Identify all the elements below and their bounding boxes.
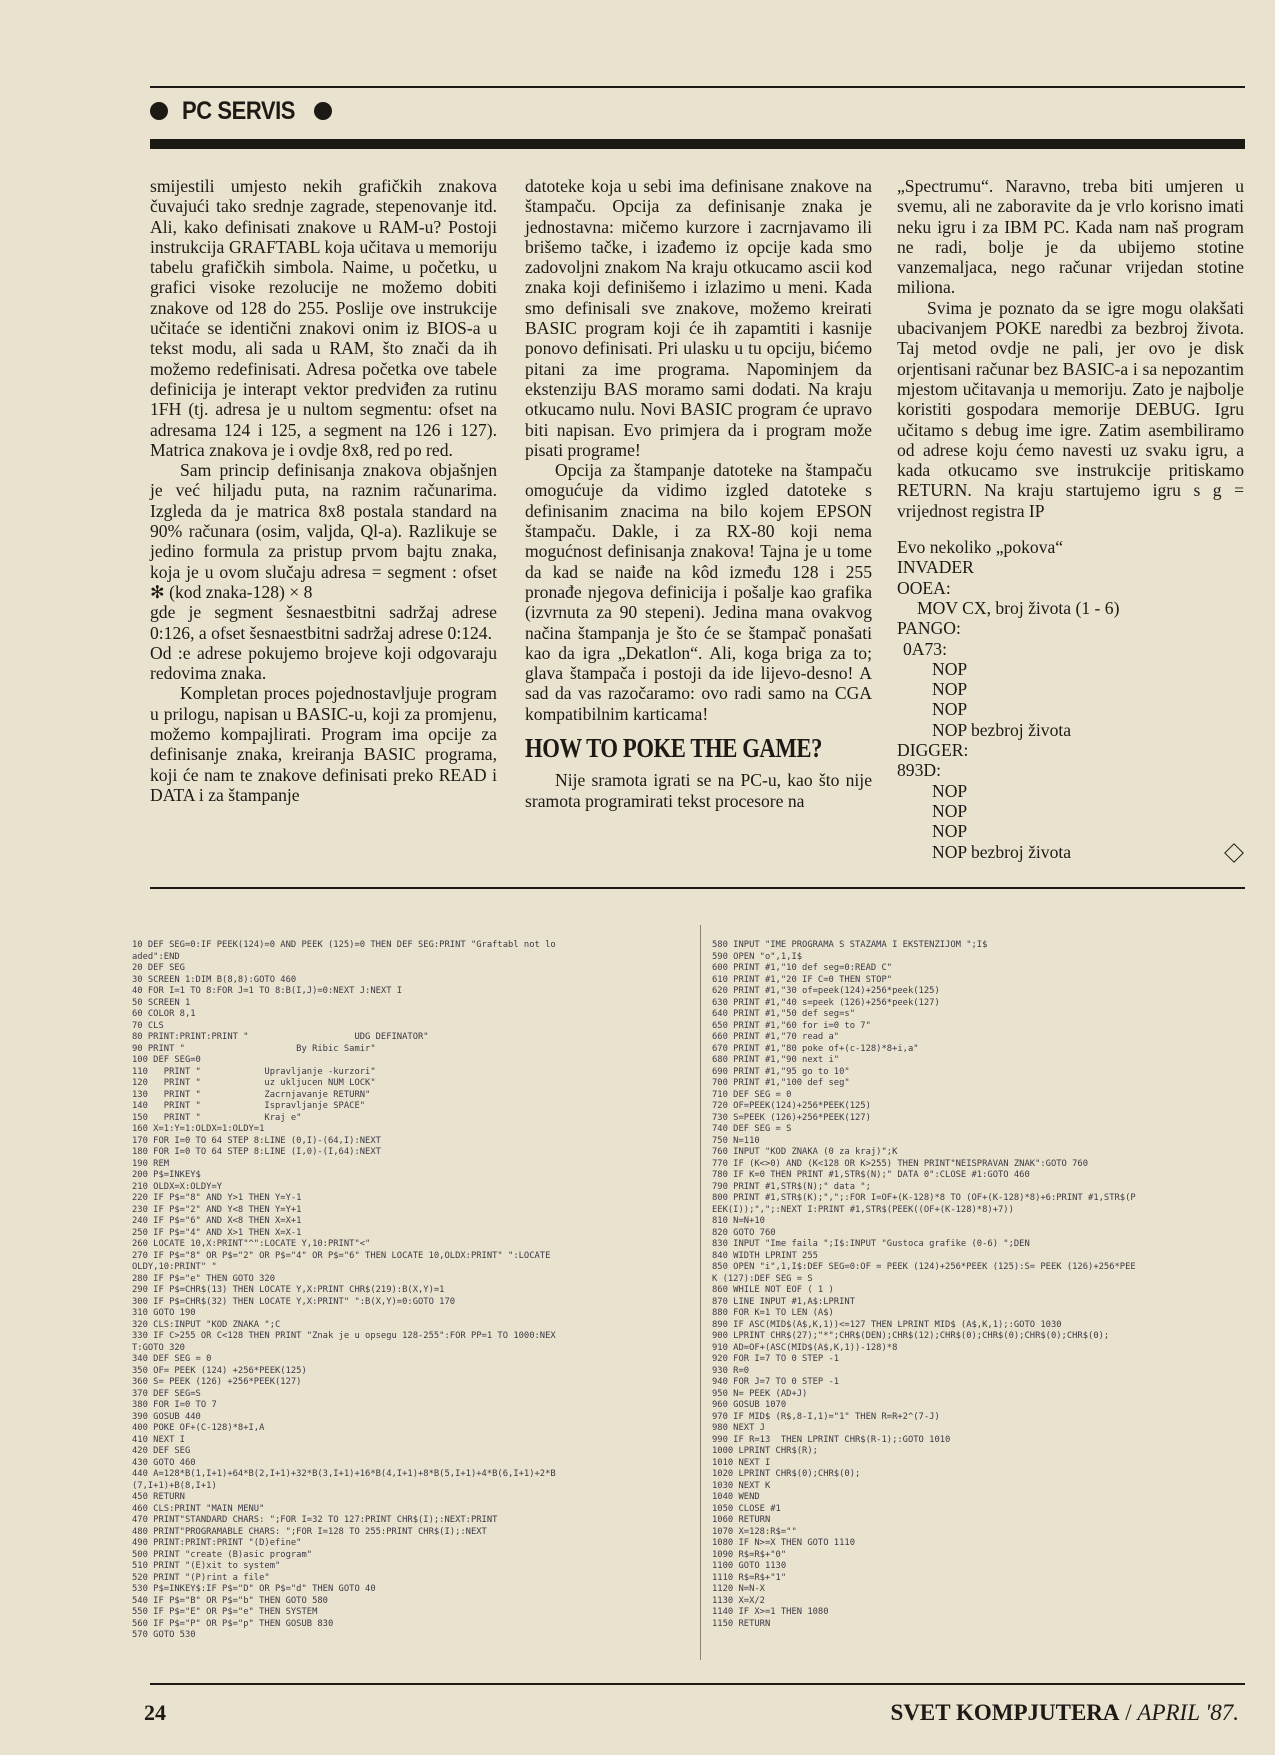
paragraph: Nije sramota igrati se na PC-u, kao što nije sramota programirati tekst procesore na bbox=[525, 770, 872, 811]
poke-address: 0A73: bbox=[903, 638, 947, 659]
paragraph: Opcija za štampanje datoteke na štampaču omogućuje da vidimo izgled datoteke s definisanim znacima na bilo kojem EPSON štampaču. Dakle, i za RX-80 koji nema mogućnost definisanja znakova! Tajna je u tome da kad se naiđe na kôd između 128 i 255 pronađe njegova definicija i pošalje kao grafika (izvrnuta za 90 stepeni). Jedina mana ovakvog načina štampanja je što će se štampač ponašati kao da igra „Dekatlon“. Ali, koga briga za to; glava štampača i postoji da ide lijevo-desno! A sad da vas razočaramo: ovo radi samo na CGA kompatibilnim karticama! bbox=[525, 460, 872, 724]
poke-instruction: NOP bbox=[932, 800, 968, 821]
poke-address: OOEA: bbox=[897, 577, 951, 598]
bullet-dot-icon bbox=[150, 102, 168, 120]
poke-instruction: NOP bbox=[932, 658, 968, 679]
poke-instruction: NOP bbox=[932, 821, 968, 842]
listing-divider bbox=[700, 925, 701, 1660]
poke-instruction: NOP bbox=[932, 699, 968, 720]
paragraph: „Spectrumu“. Naravno, treba biti umjeren u svemu, ali ne zaboravite da je vrlo korisno imati neku igru i za IBM PC. Kada nam naš program ne radi, bolje je da ubijemo stotine vanzemaljaca, nego računar vrijedan stotine miliona. bbox=[897, 176, 1244, 298]
magazine-name: SVET KOMPJUTERA bbox=[890, 1700, 1120, 1725]
section-title: PC SERVIS bbox=[182, 96, 296, 125]
basic-listing-left: 10 DEF SEG=0:IF PEEK(124)=0 AND PEEK (125)=0 THEN DEF SEG:PRINT "Graftabl not lo aded":END 20 DEF SEG 30 SCREEN 1:DIM B(8,8):GOTO 460 40 FOR I=1 TO 8:FOR J=1 TO 8:B(I,J)=0:NEXT J:NEXT I 50 SCREEN 1 60 COLOR 8,1 70 CLS 80 PRINT:PRINT:PRINT " UDG DEFINATOR" 90 PRINT " By Ribic Samir" 100 DEF SEG=0 110 PRINT " Upravljanje -kurzori" 120 PRINT " uz ukljucen NUM LOCK" 130 PRINT " Zacrnjavanje RETURN" 140 PRINT " Ispravljanje SPACE" 150 PRINT " Kraj e" 160 X=1:Y=1:OLDX=1:OLDY=1 170 FOR I=0 TO 64 STEP 8:LINE (0,I)-(64,I):NEXT 180 FOR I=0 TO 64 STEP 8:LINE (I,0)-(I,64):NEXT 190 REM 200 P$=INKEY$ 210 OLDX=X:OLDY=Y 220 IF P$="8" AND Y>1 THEN Y=Y-1 230 IF P$="2" AND Y<8 THEN Y=Y+1 240 IF P$="6" AND X<8 THEN X=X+1 250 IF P$="4" AND X>1 THEN X=X-1 260 LOCATE 10,X:PRINT"^":LOCATE Y,10:PRINT"<" 270 IF P$="8" OR P$="2" OR P$="4" OR P$="6" THEN LOCATE 10,OLDX:PRINT" ":LOCATE OLDY,10:PRINT" " 280 IF P$="e" THEN GOTO 320 290 IF P$=CHR$(13) THEN LOCATE Y,X:PRINT CHR$(219):B(X,Y)=1 300 IF P$=CHR$(32) THEN LOCATE Y,X:PRINT" ":B(X,Y)=0:GOTO 170 310 GOTO 190 320 CLS:INPUT "KOD ZNAKA ";C 330 IF C>255 OR C<128 THEN PRINT "Znak je u opsegu 128-255":FOR PP=1 TO 1000:NEX T:GOTO 320 340 DEF SEG = 0 350 OF= PEEK (124) +256*PEEK(125) 360 S= PEEK (126) +256*PEEK(127) 370 DEF SEG=S 380 FOR I=0 TO 7 390 GOSUB 440 400 POKE OF+(C-128)*8+I,A 410 NEXT I 420 DEF SEG 430 GOTO 460 440 A=128*B(1,I+1)+64*B(2,I+1)+32*B(3,I+1)+16*B(4,I+1)+8*B(5,I+1)+4*B(6,I+1)+2*B (7,I+1)+B(8,I+1) 450 RETURN 460 CLS:PRINT "MAIN MENU" 470 PRINT"STANDARD CHARS: ";FOR I=32 TO 127:PRINT CHR$(I);:NEXT:PRINT 480 PRINT"PROGRAMABLE CHARS: ";FOR I=128 TO 255:PRINT CHR$(I);:NEXT 490 PRINT:PRINT:PRINT "(D)efine" 500 PRINT "create (B)asic program" 510 PRINT "(E)xit to system" 520 PRINT "(P)rint a file" 530 P$=INKEY$:IF P$="D" OR P$="d" THEN GOTO 40 540 IF P$="B" OR P$="b" THEN GOTO 580 550 IF P$="E" OR P$="e" THEN SYSTEM 560 IF P$="P" OR P$="p" THEN GOSUB 830 570 GOTO 530 bbox=[132, 940, 556, 1640]
header-bar bbox=[150, 139, 1245, 149]
article-column-1 bbox=[150, 176, 497, 805]
paragraph: gde je segment šesnaestbitni sadržaj adrese 0:126, a ofset šesnaestbitni sadržaj adrese 0:124. bbox=[150, 602, 497, 643]
footer-credit bbox=[891, 1700, 1239, 1726]
footer-rule bbox=[150, 1683, 1245, 1685]
game-name: PANGO: bbox=[897, 618, 961, 639]
basic-listing-right: 580 INPUT "IME PROGRAMA S STAZAMA I EKSTENZIJOM ";I$ 590 OPEN "o",1,I$ 600 PRINT #1,"10 def seg=0:READ C" 610 PRINT #1,"20 IF C=0 THEN STOP" 620 PRINT #1,"30 of=peek(124)+256*peek(125) 630 PRINT #1,"40 s=peek (126)+256*peek(127) 640 PRINT #1,"50 def seg=s" 650 PRINT #1,"60 for i=0 to 7" 660 PRINT #1,"70 read a" 670 PRINT #1,"80 poke of+(c-128)*8+i,a" 680 PRINT #1,"90 next i" 690 PRINT #1,"95 go to 10" 700 PRINT #1,"100 def seg" 710 DEF SEG = 0 720 OF=PEEK(124)+256*PEEK(125) 730 S=PEEK (126)+256*PEEK(127) 740 DEF SEG = S 750 N=110 760 INPUT "KOD ZNAKA (0 za kraj)";K 770 IF (K<>0) AND (K<128 OR K>255) THEN PRINT"NEISPRAVAN ZNAK":GOTO 760 780 IF K=0 THEN PRINT #1,STR$(N);" DATA 0":CLOSE #1:GOTO 460 790 PRINT #1,STR$(N);" data "; 800 PRINT #1,STR$(K);",";:FOR I=OF+(K-128)*8 TO (OF+(K-128)*8)+6:PRINT #1,STR$(P EEK(I));",";:NEXT I:PRINT #1,STR$(PEEK((OF+(K-128)*8)+7)) 810 N=N+10 820 GOTO 760 830 INPUT "Ime faila ";I$:INPUT "Gustoca grafike (0-6) ";DEN 840 WIDTH LPRINT 255 850 OPEN "i",1,I$:DEF SEG=0:OF = PEEK (124)+256*PEEK (125):S= PEEK (126)+256*PEE K (127):DEF SEG = S 860 WHILE NOT EOF ( 1 ) 870 LINE INPUT #1,A$:LPRINT 880 FOR K=1 TO LEN (A$) 890 IF ASC(MID$(A$,K,1))<=127 THEN LPRINT MID$ (A$,K,1);:GOTO 1030 900 LPRINT CHR$(27);"*";CHR$(DEN);CHR$(12);CHR$(0);CHR$(0);CHR$(0);CHR$(0); 910 AD=OF+(ASC(MID$(A$,K,1))-128)*8 920 FOR I=7 TO 0 STEP -1 930 R=0 940 FOR J=7 TO 0 STEP -1 950 N= PEEK (AD+J) 960 GOSUB 1070 970 IF MID$ (R$,8-I,1)="1" THEN R=R+2^(7-J) 980 NEXT J 990 IF R=13 THEN LPRINT CHR$(R-1);:GOTO 1010 1000 LPRINT CHR$(R); 1010 NEXT I 1020 LPRINT CHR$(0);CHR$(0); 1030 NEXT K 1040 WEND 1050 CLOSE #1 1060 RETURN 1070 X=128:R$="" 1080 IF N>=X THEN GOTO 1110 1090 R$=R$+"0" 1100 GOTO 1130 1110 R$=R$+"1" 1120 N=N-X 1130 X=X/2 1140 IF X>=1 THEN 1080 1150 RETURN bbox=[712, 940, 1136, 1629]
poke-intro: Evo nekoliko „pokova“ bbox=[897, 537, 1064, 558]
section-header bbox=[150, 93, 332, 129]
poke-list bbox=[897, 537, 1244, 862]
section-heading: HOW TO POKE THE GAME? bbox=[525, 733, 823, 764]
bullet-dot-icon bbox=[314, 102, 332, 120]
issue-date: APRIL '87. bbox=[1137, 1700, 1239, 1725]
paragraph: datoteke koja u sebi ima definisane znakove na štampaču. Opcija za definisanje znaka je jednostavna: mičemo kurzore i zacrnjavamo ili brišemo tačke, i izađemo iz opcije kada smo zadovoljni znakom Na kraju otkucamo ascii kod znaka koji definišemo i izlazimo u meni. Kada smo definisali sve znakove, možemo kreirati BASIC program koji će ih zapamtiti i kasnije ponovo definisati. Pri ulasku u tu opciju, bićemo pitani za ime programa. Napominjem da ekstenziju BAS moramo sami dodati. Na kraju otkucamo nulu. Novi BASIC program će upravo biti napisan. Evo primjera da i program može pisati programe! bbox=[525, 176, 872, 460]
listing-rule bbox=[150, 887, 1245, 889]
top-rule bbox=[150, 86, 1245, 88]
page-number: 24 bbox=[144, 1700, 166, 1725]
poke-instruction: NOP bbox=[932, 780, 968, 801]
paragraph: smijestili umjesto nekih grafičkih znakova čuvajući tako srednje zagrade, stepenovanje itd. Ali, kako definisati znakove u RAM-u? Postoji instrukcija GRAFTABL koja učitava u memoriju tabelu grafičkih simbola. Naime, u početku, u grafici visoke rezolucije ne možemo dobiti znakove od 128 do 255. Poslije ove instrukcije učitaće se identični znakovi onim iz BIOS-a u tekst modu, ali sada u RAM, što znači da ih možemo redefinisati. Adresa početka ove tabele definicija je interapt vektor predviđen za rutinu 1FH (tj. adresa je u nultom segmentu: ofset na adresama 124 i 125, a segment na 126 i 127). Matrica znakova je i ovdje 8x8, red po red. bbox=[150, 176, 497, 460]
paragraph: Kompletan proces pojednostavljuje program u prilogu, napisan u BASIC-u, koji za promjenu, možemo kompajlirati. Program ima opcije za definisanje znaka, kreiranja BASIC programa, koji će nam te znakove definisati preko READ i DATA i za štampanje bbox=[150, 683, 497, 805]
paragraph: Sam princip definisanja znakova objašnjen je već hiljadu puta, na raznim računarima. Izgleda da je matrica 8x8 postala standard na 90% računara (osim, valjda, Ql-a). Razlikuje se jedino formula za pristup prvom bajtu znaka, koja je u ovom slučaju adresa = segment : ofset ✻ (kod znaka-128) × 8 bbox=[150, 460, 497, 602]
poke-address: 893D: bbox=[897, 760, 941, 781]
article-column-3 bbox=[897, 176, 1244, 862]
poke-instruction: NOP bbox=[932, 679, 968, 700]
poke-instruction: NOP bezbroj života bbox=[932, 719, 1072, 740]
game-name: DIGGER: bbox=[897, 740, 969, 761]
paragraph: Od :e adrese pokujemo brojeve koji odgovaraju redovima znaka. bbox=[150, 642, 497, 684]
footer-separator: / bbox=[1119, 1700, 1138, 1725]
article-column-2 bbox=[525, 176, 872, 811]
paragraph: Svima je poznato da se igre mogu olakšati ubacivanjem POKE naredbi za bezbroj života. Taj metod ovdje ne pali, jer ovo je disk orjentisani računar bez BASIC-a i sa nepozantim mjestom učitavanja u memoriju. Zato je najbolje koristiti gospodara memorije DEBUG. Igru učitamo s debug ime igre. Zatim asembiliramo od adrese koju ćemo navesti uz svaku igru, a kada otkucamo sve instrukcije pritiskamo RETURN. Na kraju startujemo igru s g = vrijednost registra IP bbox=[897, 297, 1244, 521]
game-name: INVADER bbox=[897, 557, 974, 578]
poke-instruction: NOP bezbroj života bbox=[932, 841, 1072, 862]
poke-instruction: MOV CX, broj života (1 - 6) bbox=[917, 597, 1120, 618]
